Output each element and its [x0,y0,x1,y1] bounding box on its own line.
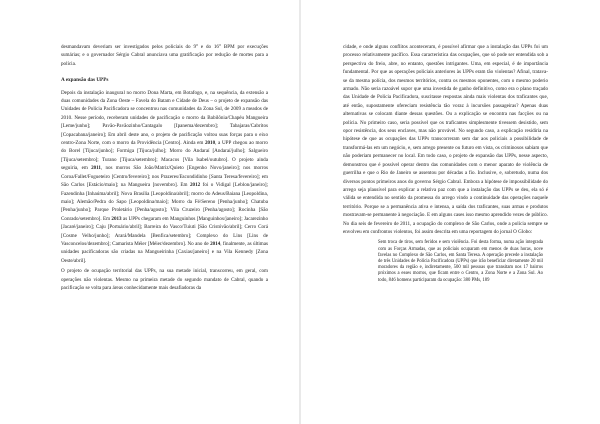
left-page [0,0,299,424]
text-run: , a UPP chegou ao morro do Borel [Tijuca/junho]; Formiga [Tijuca/julho]; Morro do Andaraí [Andaraí/julho]; Salgueiro [Tijuca/setembro]; Turano [Tijuca/setembro]; Macacos [Vila Isabel/outubro]. O projeto ainda seguiria, em [61,140,268,172]
text-run: Depois da instalação inaugural no morro Dona Marta, em Botafogo, e, na sequência, da extensão a duas comunidades da Zona Oeste – Favela do Batam e Cidade de Deus – o projeto de expansão das Unidades de Polícia Pacificadora se concentrou nas comunidades da Zona Sul, de 2009 a meados de 2010. Nesse período, receberam unidades de pacificação o morro da Babilônia/Chapéu Mangueira [Leme/junho]; Pavão-Pavãozinho/Cantagalo [Ipanema/dezembro]; Tabajaras/Cabritos [Copacabana/janeiro]; Em abril deste ano, o projeto de pacificação voltou suas forças para o eixo centro-Zona Norte, com o morro da Providência [Centro]. Ainda em [61,89,268,147]
left-text-column [61,43,268,294]
year-emphasis: 2011 [91,165,101,172]
text-run: , finalmente, as últimas unidades pacificadoras são criadas na Mangueirinha [Caxias/janeiro] e na Vila Kennedy [Zona Oeste/abril]. [61,240,268,264]
right-main-paragraph: cidade, e onde alguns conflitos aconteceram, é possível afirmar que a instalação das UPPs foi um processo relativamente pacífico. Essa característica das ocupações, que só pode ser entendida sob a perspectiva do freio, abre, no entanto, questões intrigantes. Uma, em especial, é de importância fundamental. Por que as operações policiais anteriores às UPPs eram tão violentas? Afinal, tratava-se da mesma polícia, dos mesmos territórios, contra os mesmos oponentes, com o mesmo poderio armado. Não seria razoável supor que uma investida de ganho definitivo, como era o plano traçado das Unidade de Polícia Pacificadora, suscitasse respostas ainda mais violentas dos traficantes que, até então, supostamente ofereciam resistência tão voraz à incursões passageiras? Apenas duas alternativas se colocam diante dessas questões. Ou a explicação se encontra nas facções ou na polícia. No primeiro caso, seria possível que os traficantes simplesmente tivessem desistido, sem opor resistência, dos seus enclaves, mas não provável. No segundo caso, a explicação residiria na hipótese de que as ocupações das UPPs transcorreram sem dar aos policiais a possibilidade de transformá-las em um negócio, e, sem arrego presente ou futuro em vista, os criminosos sabiam que não poderiam permanecer no local. Em todo caso, o projeto de expansão das UPPs, nesse aspecto, demonstrou que é possível operar dentro das comunidades com o menor aparato de violência de guerrilha e que o Rio de Janeiro se assentou por décadas a fio. Inclusive, e, sobretudo, numa dos diversos pontos primeiros anos do governo Sérgio Cabral. Embora a hipótese de impossibilidade do arrego seja plausível para explicar a relativa paz com que a instalação das UPPs se deu, ela só é válida se entendida no sentido da promessa do arrego vindo a continuidade das operações naquele território. Porque se a permanência ativa e intensa, a saída dos traficantes, suas armas e produtos mostravam-se permanente à negociação. E em alguns cases isso mesmo aprendido vezes de público. No dia seis de fevereiro de 2011, a ocupação do complexo de São Carlos, onde a polícia sempre se envolveu em confrontos violentos, foi assim descrita em uma reportagem do jornal O Globo: [343,44,548,235]
year-emphasis: 2014 [210,240,221,247]
text-run: as UPPs chegaram em Manguinhos [Manguinhos/janeiro]; Jacarezinho [Jacaré/janeiro]; Caju [Portuário/abril]; Barreira do Vasco/Tuiuti [São Cristóvão/abril]; Cerro Corá [Cosme Velho/junho]; Arará/Mandela [Benfica/setembro]; Complexo do Lins [Lins de Vasconcelos/dezembro]; Camarista Méier [Méier/dezembro]. No ano de [61,215,269,247]
year-emphasis: 2012 [189,182,201,189]
year-emphasis: 2010 [204,140,216,147]
text-run: , nos morros São João/Matriz/Quieto [Engenho Novo/janeiro]; nos morros Coroa/Fallet/Fogueteiro [Centro/fevereiro]; nos Prazeres/Escondidinho [Santa Teresa/fevereiro]; em São Carlos [Estácio/maio]; na Mangueira [novembro]. Em [61,165,269,189]
section-heading: A expansão das UPPs [61,77,109,84]
occupation-paragraph: O projeto de ocupação territorial das UPPs, na sua metade inicial, transcorreu, em geral, com operações não violentas. Mesmo na primeira metade do segundo mandato de Cabral, quando a pacificação se volta para áreas conhecidamente mais desafiadoras da [61,268,268,291]
right-page [301,0,600,424]
expansion-paragraph [61,89,268,266]
left-intro-paragraph: desmandavam deveriam ser investigados pelos policiais do 9° e do 16° BPM por execuções sumárias; e o governador Sérgio Cabral anunciava uma gratificação por redução de mortes para a polícia. [61,44,268,67]
block-quote: Sem troca de tiros, sem feridos e sem violência. Foi desta forma, numa ação integrada com as Forças Armadas, que as policiais ocuparam em menos de duas horas, nove favelas no Complexo de São Carlos, em Santa Teresa. A operação precede a instalação de três Unidades de Polícia Pacificadora (UPPs) que irão beneficiar diretamente 20 mil moradores da região e, indiretamente, 500 mil pessoas que transitam nos 17 bairros próximos a esses morros, que ficam entre o Centro, a Zona Norte e a Zona Sul. Ao todo, 846 homens participaram da ocupação: 380 PMs, 189 [378,240,543,283]
year-emphasis: 2013 [111,215,122,222]
right-text-column [343,43,548,284]
text-run: foi o Vidigal [Leblon/janeiro]; Fazendinha [Inhaúma/abril]; Nova Brasília [Leopoldina/abril]; morro do Adeus/Baiana [Leopoldina, maio]; Alemão/Pedra do Sapo [Leopoldina/maio]; Morro da Fé/Sereno [Penha/junho]; Chatuba [Penha/junho]; Parque Proletário [Penha/agosto]; Vila Cruzeiro [Penha/agosto]; Rocinha [São Conrado/setembro]. Em [61,182,268,222]
